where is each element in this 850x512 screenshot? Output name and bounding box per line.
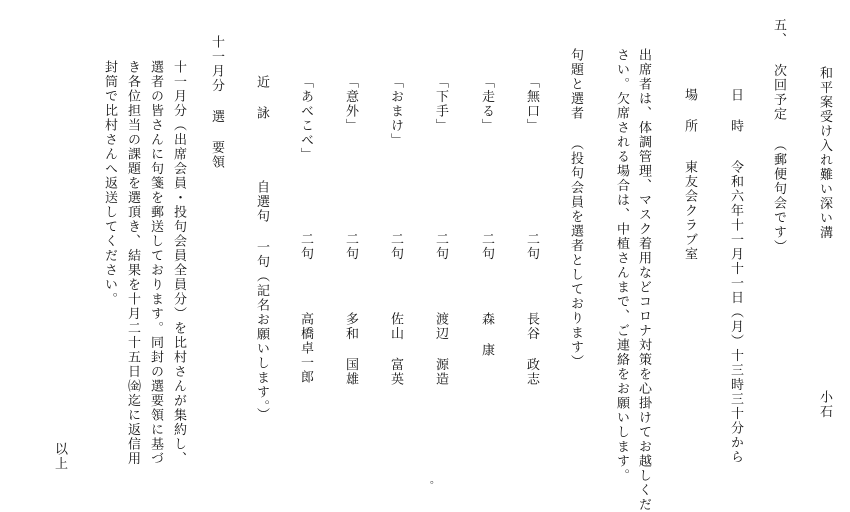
- date-label: 日 時: [728, 88, 743, 134]
- topic-selector: 佐山 富英: [388, 312, 403, 387]
- haiku-author: 小石: [817, 390, 832, 419]
- place-label: 場 所: [682, 88, 697, 134]
- next-meeting-heading: 五、 次回予定 （郵便句会です）: [771, 18, 786, 254]
- topic-name: 「下手」: [433, 75, 448, 133]
- topic-name: 「意外」: [343, 75, 358, 133]
- kinei-value: 自選句 一句（記名お願いします。）: [254, 180, 269, 422]
- attendance-notice-line-1: 出席者は、体調管理、マスク着用などコロナ対策を心掛けてお越しくだ: [636, 48, 651, 512]
- topic-name: 「走る」: [479, 75, 494, 133]
- topic-selector: 森 康: [479, 312, 494, 358]
- topic-count: 二句: [524, 232, 539, 261]
- topic-name: 「おまけ」: [388, 75, 403, 148]
- topic-name: 「あべこべ」: [298, 75, 313, 162]
- topic-name: 「無口」: [524, 75, 539, 133]
- topic-count: 二句: [479, 232, 494, 261]
- topics-heading: 句題と選者 （投句会員を選者としております）: [568, 48, 583, 369]
- november-heading: 十一月分 選 要領: [209, 35, 224, 170]
- haiku-text: 和平案受け入れ難い深い溝: [817, 66, 832, 240]
- topic-count: 二句: [343, 232, 358, 261]
- topic-selector: 多和 国雄: [343, 312, 358, 387]
- november-paragraph: 十一月分（出席会員・投句会員全員分）を比村さんが集約し、選者の皆さんに句箋を郵送しております。同封の選要領に基づき各位担当の課題を選頂き、結果を十月二十五日㈮迄に返信用封筒で比村さんへ返送してください。: [102, 60, 186, 466]
- topic-count: 二句: [433, 232, 448, 261]
- date-value: 令和六年十一月十一日（月）十三時三十分から: [728, 160, 743, 465]
- attendance-notice-line-2: さい。欠席される場合は、中植さんまで、ご連絡をお願いします。: [614, 48, 629, 483]
- topic-count: 二句: [298, 232, 313, 261]
- topic-selector: 長谷 政志: [524, 312, 539, 387]
- kinei-label: 近 詠: [254, 75, 269, 121]
- topic-count: 二句: [388, 232, 403, 261]
- topic-selector: 高橋卓一郎: [298, 312, 313, 385]
- place-value: 東友会クラブ室: [682, 160, 697, 262]
- closing-mark: 以上: [52, 442, 67, 471]
- topic-selector: 渡辺 源造: [433, 312, 448, 387]
- stray-punctuation: 。: [430, 475, 440, 486]
